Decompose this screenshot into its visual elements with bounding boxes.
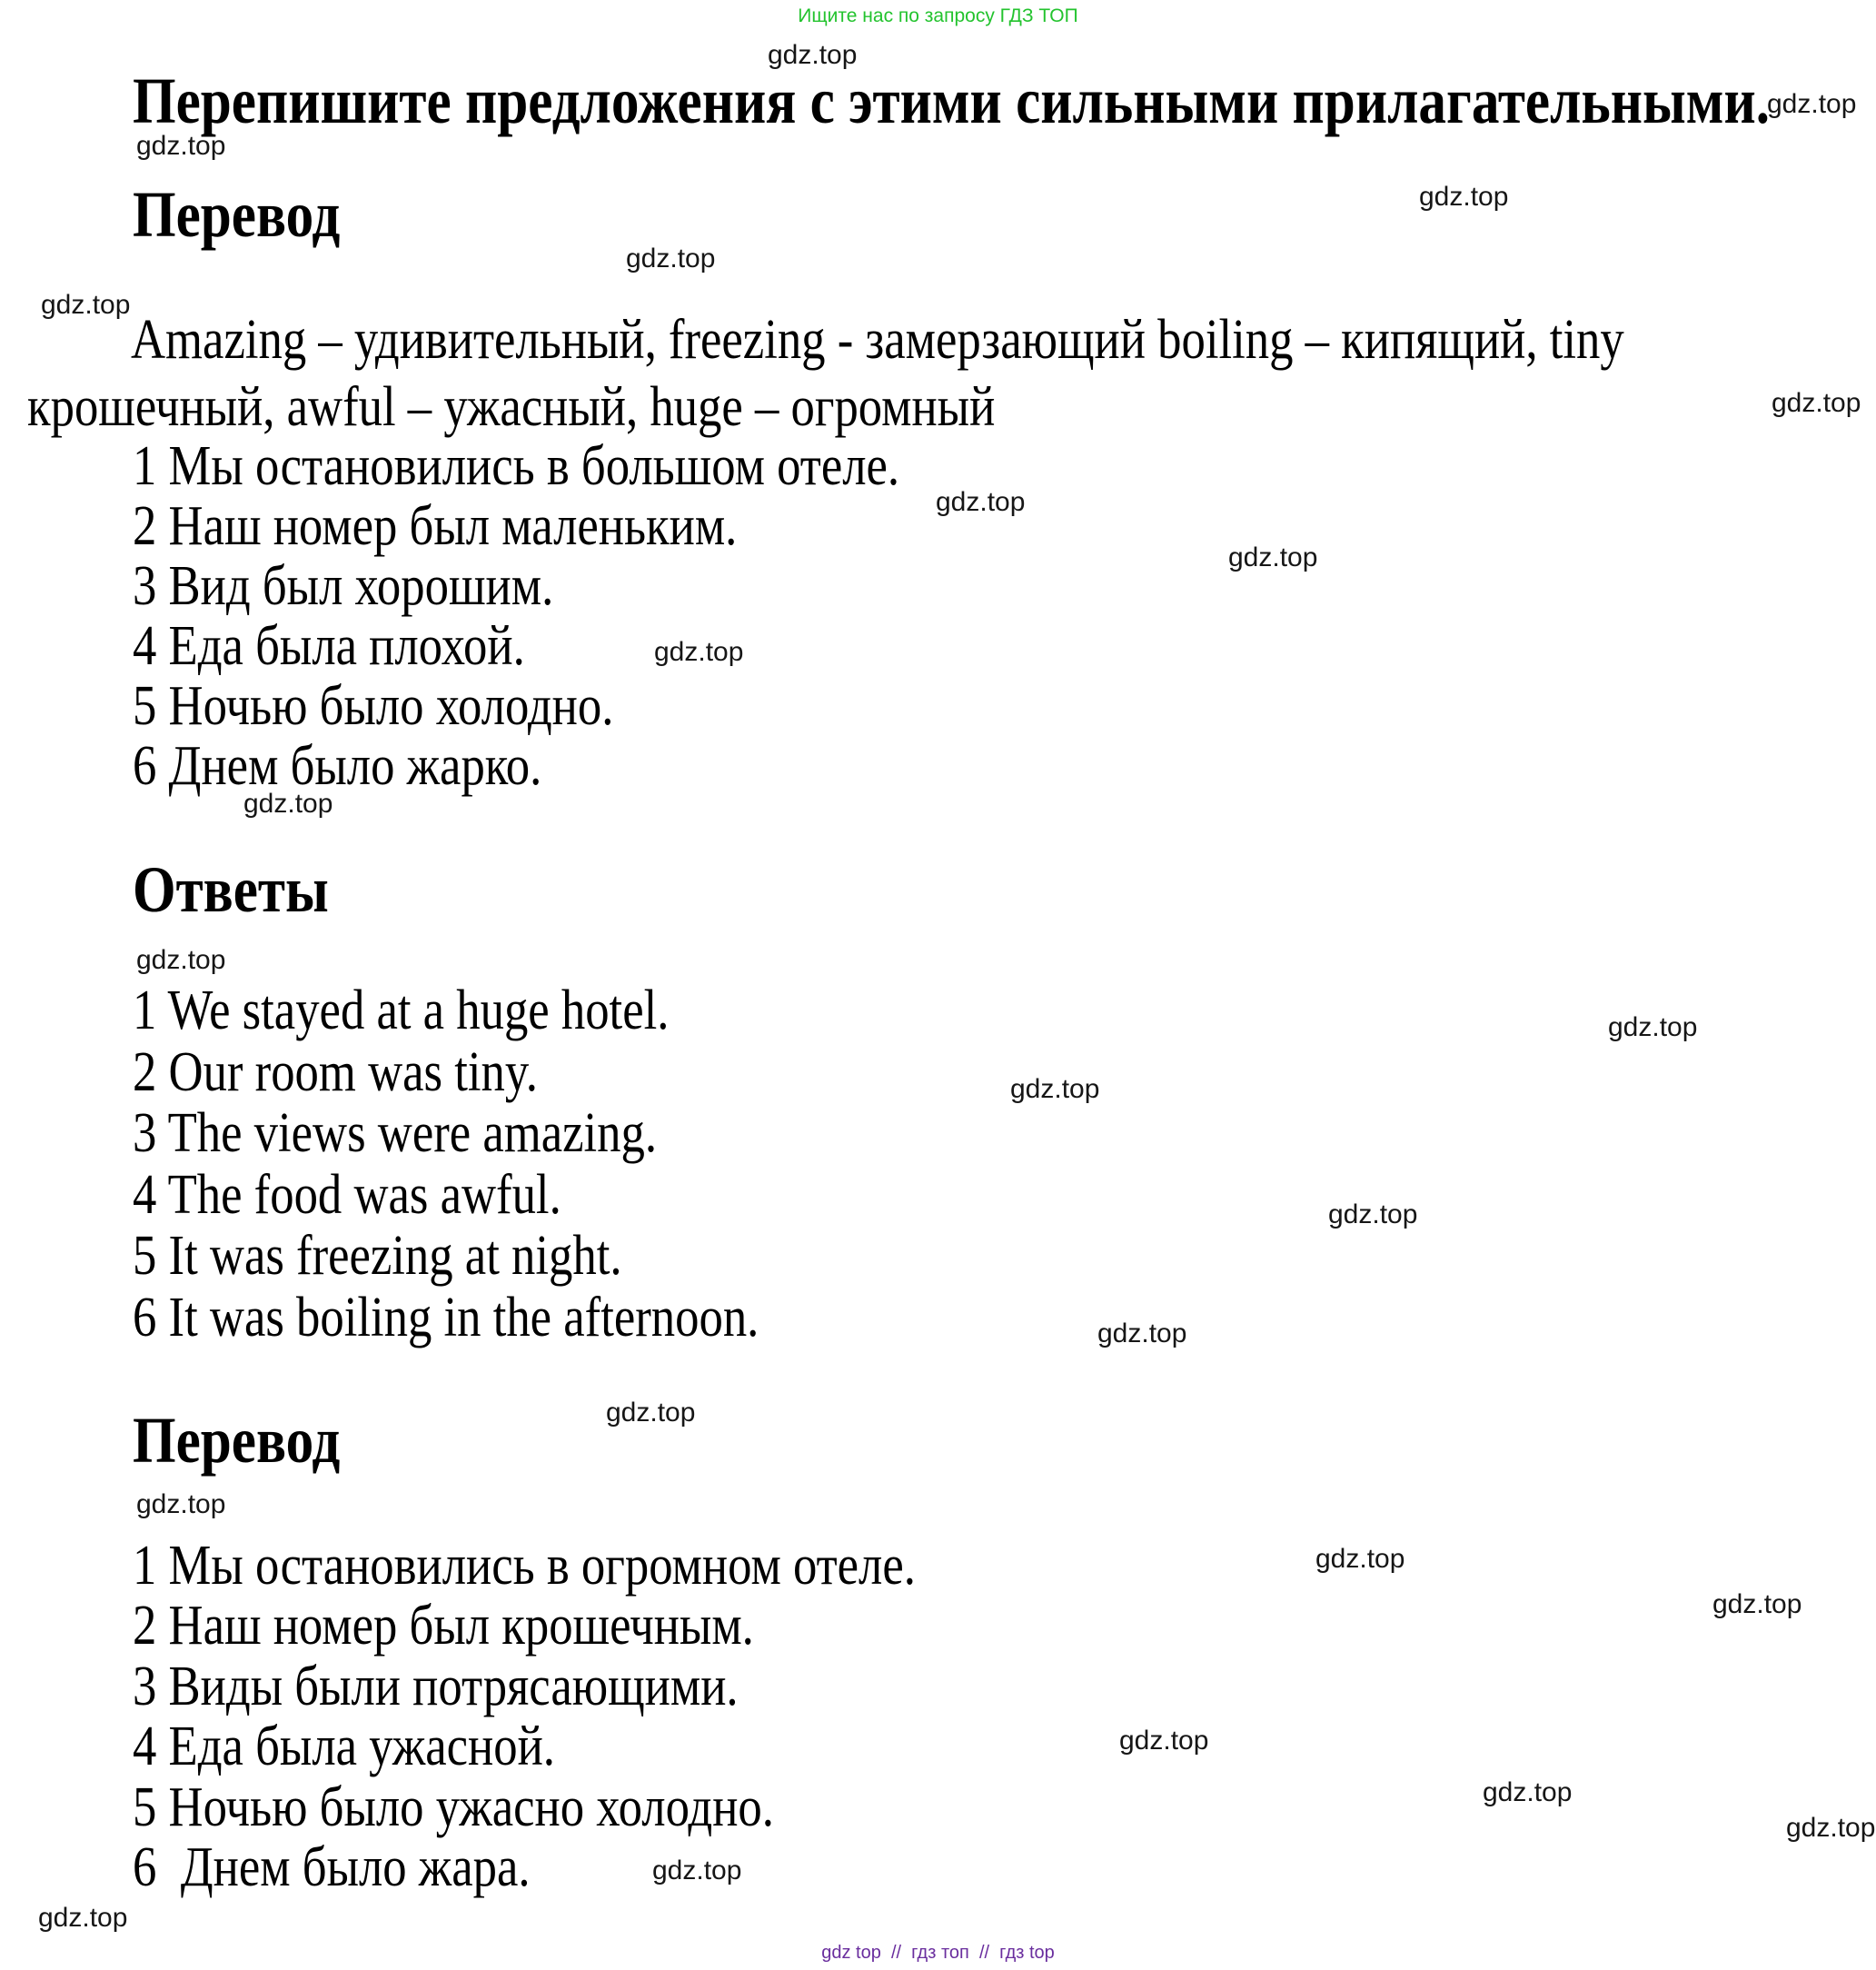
task-item: 1 Мы остановились в большом отеле. — [133, 435, 900, 497]
section-title-translation-2: Перевод — [133, 1404, 341, 1477]
task-item: 3 Вид был хорошим. — [133, 555, 554, 617]
gdz-watermark: gdz.top — [1315, 1544, 1405, 1574]
gdz-watermark: gdz.top — [1608, 1012, 1698, 1042]
gdz-watermark: gdz.top — [1767, 89, 1857, 119]
task-item: 6 Днем было жарко. — [133, 735, 542, 797]
section-title-answers: Ответы — [133, 853, 329, 926]
translation-item: 4 Еда была ужасной. — [133, 1716, 555, 1777]
section-title-translation-1: Перевод — [133, 178, 341, 251]
gdz-watermark: gdz.top — [1712, 1589, 1802, 1619]
task-item: 2 Наш номер был маленьким. — [133, 495, 738, 557]
translation-item: 3 Виды были потрясающими. — [133, 1656, 739, 1717]
gdz-watermark: gdz.top — [936, 487, 1026, 517]
translation-item: 1 Мы остановились в огромном отеле. — [133, 1535, 916, 1597]
translation-item: 2 Наш номер был крошечным. — [133, 1595, 754, 1657]
gdz-watermark: gdz.top — [1228, 542, 1318, 572]
gdz-watermark: gdz.top — [136, 1489, 226, 1519]
gdz-watermark: gdz.top — [1772, 388, 1861, 418]
gdz-watermark: gdz.top — [41, 290, 131, 320]
task-heading: Перепишите предложения с этими сильными прилагательными. — [133, 65, 1771, 137]
gdz-watermark: gdz.top — [1419, 182, 1509, 212]
gdz-watermark: gdz.top — [1328, 1199, 1418, 1229]
gdz-watermark: gdz.top — [1786, 1813, 1876, 1843]
gdz-watermark: gdz.top — [243, 789, 333, 819]
vocab-line: крошечный, awful – ужасный, huge – огромный — [27, 376, 996, 438]
answer-item: 5 It was freezing at night. — [133, 1225, 622, 1287]
gdz-watermark: gdz.top — [136, 945, 226, 975]
vocab-line: Amazing – удивительный, freezing - замерзающий boiling – кипящий, tiny — [131, 309, 1624, 371]
translation-item: 6 Днем было жара. — [133, 1836, 531, 1898]
gdz-watermark: gdz.top — [626, 244, 716, 274]
gdz-watermark: gdz.top — [1010, 1074, 1100, 1104]
answer-item: 4 The food was awful. — [133, 1164, 561, 1226]
answer-item: 6 It was boiling in the afternoon. — [133, 1287, 759, 1348]
answer-item: 2 Our room was tiny. — [133, 1041, 538, 1103]
gdz-watermark: gdz.top — [1483, 1777, 1573, 1807]
gdz-watermark: gdz.top — [38, 1903, 128, 1933]
footer-links: gdz top // гдз топ // гдз top — [821, 1943, 1055, 1963]
translation-item: 5 Ночью было ужасно холодно. — [133, 1776, 774, 1838]
task-item: 4 Еда была плохой. — [133, 615, 525, 677]
gdz-watermark: gdz.top — [1097, 1318, 1187, 1348]
top-search-notice: Ищите нас по запросу ГДЗ ТОП — [798, 5, 1078, 26]
gdz-watermark: gdz.top — [768, 40, 858, 70]
gdz-watermark: gdz.top — [606, 1398, 696, 1428]
answer-item: 1 We stayed at a huge hotel. — [133, 980, 670, 1041]
gdz-watermark: gdz.top — [1119, 1726, 1209, 1756]
gdz-watermark: gdz.top — [652, 1856, 742, 1885]
answer-item: 3 The views were amazing. — [133, 1102, 658, 1164]
gdz-watermark: gdz.top — [136, 131, 226, 161]
gdz-watermark: gdz.top — [654, 637, 744, 667]
task-item: 5 Ночью было холодно. — [133, 675, 614, 737]
